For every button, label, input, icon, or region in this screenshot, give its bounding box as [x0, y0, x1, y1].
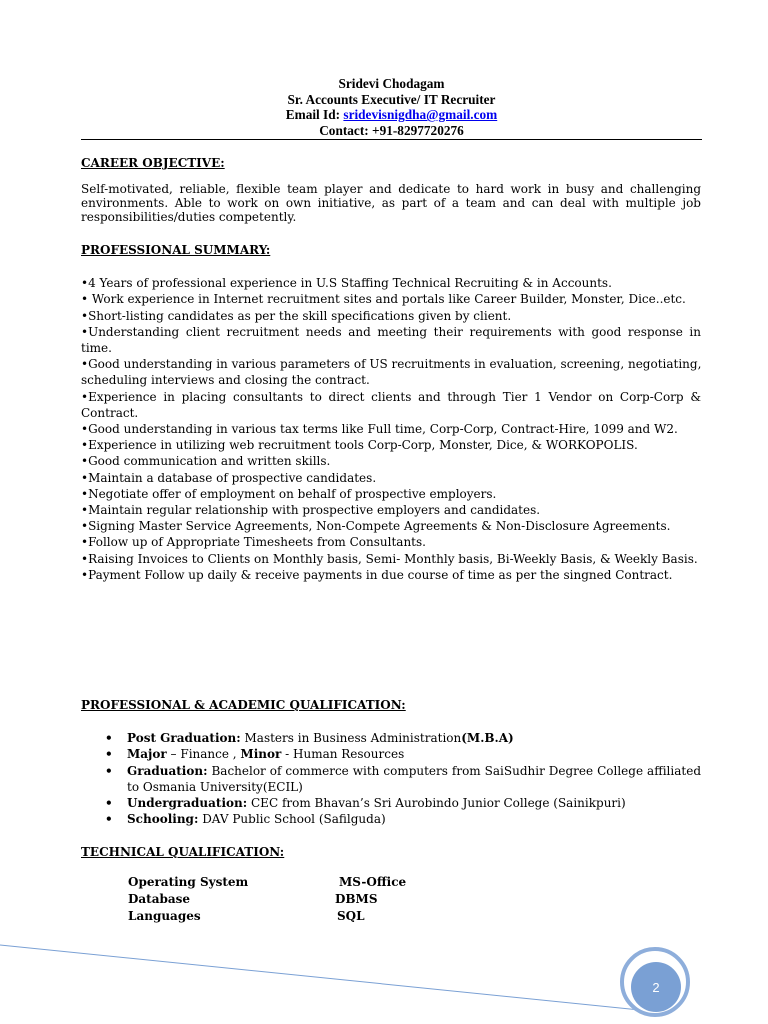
professional-summary-heading: PROFESSIONAL SUMMARY: [81, 243, 271, 257]
summary-item: •4 Years of professional experience in U.S Staffing Technical Recruiting & in Accounts. [81, 276, 612, 291]
technical-key: Operating System [128, 875, 249, 889]
bullet: • [105, 763, 113, 778]
career-objective-text: Self-motivated, reliable, flexible team player and dedicate to hard work in busy and challenging environments. Able to work on own initiative, as part of a team and can deal with multiple job responsibilities/duties competently. [81, 182, 701, 224]
summary-item: •Maintain regular relationship with prospective employers and candidates. [81, 503, 541, 518]
qualification-item-graduation: • Graduation: Bachelor of commerce with computers from SaiSudhir Degree College affiliated to Osmania University(ECIL) [105, 763, 701, 794]
summary-item: •Raising Invoices to Clients on Monthly basis, Semi- Monthly basis, Bi-Weekly Basis, & Weekly Basis. [81, 551, 698, 566]
career-objective-heading: CAREER OBJECTIVE: [81, 156, 225, 170]
qualification-label: Major [127, 747, 167, 762]
summary-item: scheduling interviews and closing the contract. [81, 373, 370, 388]
qualification-label: Schooling: [127, 812, 199, 827]
summary-item: •Signing Master Service Agreements, Non-Compete Agreements & Non-Disclosure Agreements. [81, 519, 671, 534]
summary-item: •Follow up of Appropriate Timesheets from Consultants. [81, 535, 426, 550]
email-label: Email Id: [285, 107, 344, 123]
summary-item: •Experience in placing consultants to direct clients and through Tier 1 Vendor on Corp-Corp & Contract. [81, 389, 701, 420]
candidate-name: Sridevi Chodagam [338, 76, 445, 91]
bullet: • [105, 812, 113, 827]
technical-value: DBMS [335, 891, 378, 906]
footer-rule-line [0, 945, 640, 1010]
qualification-label: Undergraduation: [127, 796, 248, 811]
contact-line: Contact: +91-8297720276 [319, 122, 464, 138]
summary-item: •Short-listing candidates as per the skill specifications given by client. [81, 308, 512, 323]
summary-item: •Payment Follow up daily & receive payments in due course of time as per the singned Contract. [81, 567, 673, 582]
candidate-title: Sr. Accounts Executive/ IT Recruiter [287, 91, 496, 107]
summary-item: •Experience in utilizing web recruitment tools Corp-Corp, Monster, Dice, & WORKOPOLIS. [81, 438, 638, 453]
bullet: • [105, 747, 113, 762]
qualification-label: Graduation: [127, 763, 208, 778]
summary-item: •Good understanding in various parameters of US recruitments in evaluation, screening, negotiating, [81, 357, 702, 372]
summary-item: •Understanding client recruitment needs and meeting their requirements with good response in time. [81, 324, 701, 356]
technical-key: Database [128, 891, 191, 906]
summary-item: •Negotiate offer of employment on behalf of prospective employers. [81, 486, 497, 501]
qualification-label: Post Graduation: [127, 731, 241, 745]
qualification-heading: PROFESSIONAL & ACADEMIC QUALIFICATION: [81, 698, 406, 712]
qualification-item-major: • Major – Finance , Minor - Human Resources [105, 747, 405, 762]
technical-key: Languages [128, 908, 201, 923]
technical-value: MS-Office [339, 875, 407, 889]
bullet: • [105, 796, 113, 811]
qualification-item-post-graduation: • Post Graduation: Masters in Business Administration(M.B.A) [105, 731, 514, 745]
bullet: • [105, 731, 113, 745]
summary-item: •Good communication and written skills. [81, 454, 331, 469]
qualification-item-undergraduation: • Undergraduation: CEC from Bhavan’s Sri Aurobindo Junior College (Sainikpuri) [105, 796, 626, 811]
email-link[interactable]: sridevisnigdha@gmail.com [343, 107, 498, 123]
technical-heading: TECHNICAL QUALIFICATION: [81, 845, 285, 859]
technical-value: SQL [337, 908, 365, 923]
summary-item: • Work experience in Internet recruitment sites and portals like Career Builder, Monster, Dice..etc. [81, 292, 686, 307]
summary-item: •Good understanding in various tax terms like Full time, Corp-Corp, Contract-Hire, 1099 and W2. [81, 422, 678, 437]
qualification-item-schooling: • Schooling: DAV Public School (Safilguda) [105, 812, 386, 827]
summary-item: •Maintain a database of prospective candidates. [81, 470, 377, 485]
page-number: 2 [652, 980, 660, 995]
